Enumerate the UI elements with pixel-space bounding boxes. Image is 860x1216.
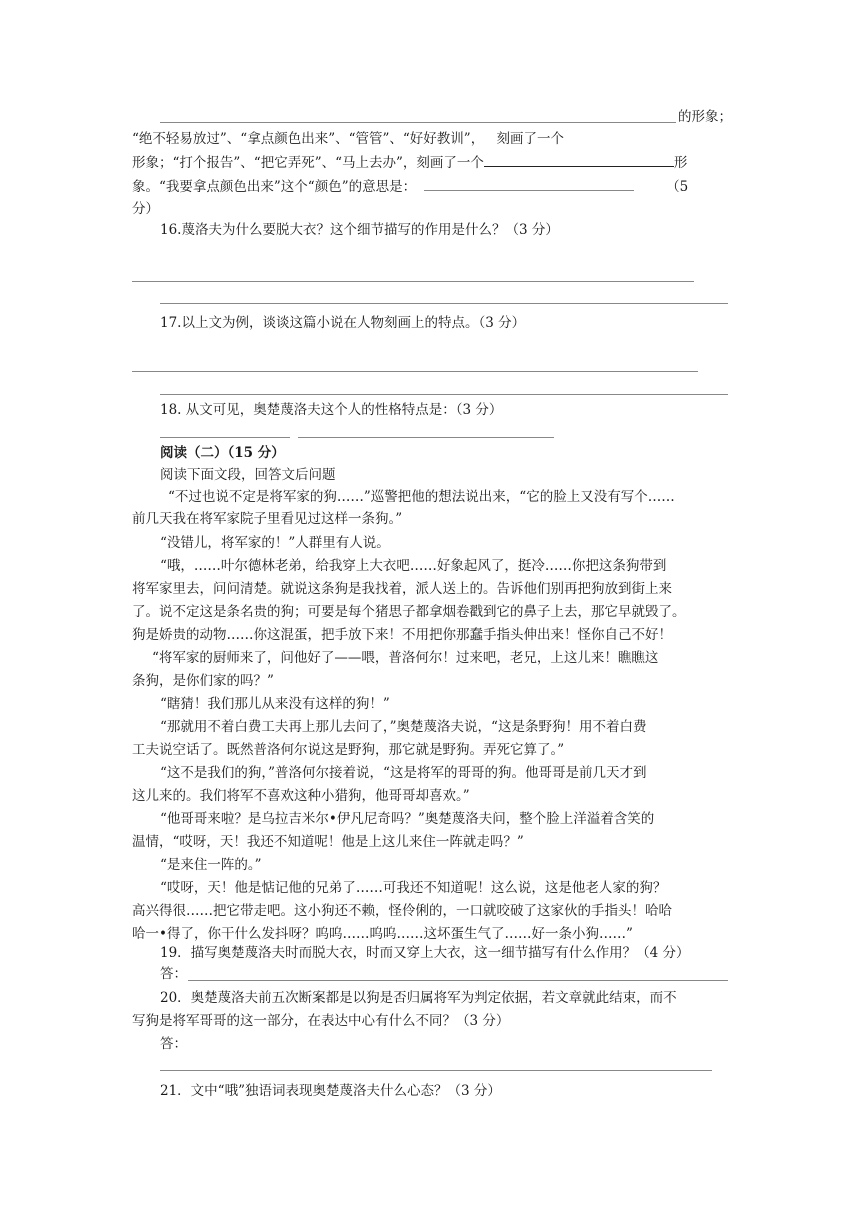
q18-question: 18. 从文可见，奥楚蔑洛夫这个人的性格特点是：（3 分） — [160, 402, 503, 418]
q15-line3-a: 形象；“打个报告”、“把它弄死”、“马上去办”，刻画了一个 — [132, 155, 484, 171]
answer-line-q17-1 — [132, 371, 698, 372]
passage-p5: “瞎猜！我们那儿从来没有这样的狗！” — [160, 696, 390, 712]
q15-line2-b: 刻画了一个 — [496, 131, 565, 147]
q16-question: 16.蔑洛夫为什么要脱大衣？这个细节描写的作用是什么？（3 分） — [160, 222, 559, 238]
q20-answer-label: 答： — [160, 1036, 187, 1052]
passage-p10a: “哎呀，天！他是惦记他的兄弟了……可我还不知道呢！这么说，这是他老人家的狗？ — [160, 880, 667, 896]
passage-p3c: 了。说不定这是条名贵的狗；可要是每个猪思子都拿烟卷戳到它的鼻子上去，那它早就毁了。 — [132, 604, 686, 620]
passage-p10c: 哈一•得了，你干什么发抖呀？呜呜……呜呜……这坏蛋生气了……好一条小狗……” — [132, 926, 633, 942]
passage-p6a: “那就用不着白费工夫再上那儿去问了，”奥楚蔑洛夫说，“这是条野狗！用不着白费 — [160, 719, 647, 735]
q17-question: 17.以上文为例，谈谈这篇小说在人物刻画上的特点。（3 分） — [160, 315, 526, 331]
passage-p7b: 这儿来的。我们将军不喜欢这种小猎狗，他哥哥却喜欢。” — [132, 788, 470, 804]
passage-p2: “没错儿，将军家的！”人群里有人说。 — [160, 535, 390, 551]
q15-line3-b: 形 — [673, 155, 688, 171]
passage-p4a: “将军家的厨师来了，问他好了——喂，普洛何尔！过来吧，老兄，上这儿来！瞧瞧这 — [152, 650, 659, 666]
answer-line-q17-2 — [160, 394, 728, 395]
answer-line-q15-1 — [160, 122, 676, 123]
passage-p8a: “他哥哥来啦？是乌拉吉米尔•伊凡尼奇吗？”奥楚蔑洛夫问，整个脸上洋溢着含笑的 — [160, 811, 655, 827]
answer-blank-q15-3 — [424, 176, 634, 191]
answer-line-q19 — [188, 980, 728, 981]
q20-question-a: 20．奥楚蔑洛夫前五次断案都是以狗是否归属将军为判定依据，若文章就此结束，而不 — [160, 990, 677, 1006]
passage-p3b: 将军家里去，问问清楚。就说这条狗是我找着，派人送上的。告诉他们别再把狗放到街上来 — [132, 581, 672, 597]
q19-question: 19．描写奥楚蔑洛夫时而脱大衣，时而又穿上大衣，这一细节描写有什么作用？（4 分） — [160, 945, 690, 961]
answer-line-q20 — [160, 1070, 712, 1071]
passage-p1a: “不过也说不定是将军家的狗……”巡警把他的想法说出来，“它的脸上又没有写个…… — [168, 489, 675, 505]
q15-line4 — [132, 176, 688, 198]
passage-p6b: 工夫说空话了。既然普洛何尔说这是野狗，那它就是野狗。弄死它算了。” — [132, 742, 565, 758]
passage-p3d: 狗是娇贵的动物……你这混蛋，把手放下来！不用把你那蠢手指头伸出来！怪你自己不好！ — [132, 627, 672, 643]
q20-question-b: 写狗是将军哥哥的这一部分，在表达中心有什么不同？（3 分） — [132, 1013, 510, 1029]
q15-line4-b: （5 — [666, 179, 689, 195]
q21-question: 21．文中“哦”独语词表现奥楚蔑洛夫什么心态？（3 分） — [160, 1083, 501, 1099]
passage-p1b: 前几天我在将军家院子里看见过这样一条狗。” — [132, 511, 403, 527]
passage-p9: “是来住一阵的。” — [160, 857, 262, 873]
passage-p4b: 条狗，是你们家的吗？” — [132, 673, 274, 689]
q15-line1-tail: 的形象； — [678, 109, 732, 125]
q15-line2-a: “绝不轻易放过”、“拿点颜色出来”、“管管”、“好好教训”， — [132, 131, 485, 147]
answer-line-q16-2 — [160, 303, 728, 304]
passage-p7a: “这不是我们的狗，”普洛何尔接着说，“这是将军的哥哥的狗。他哥哥是前几天才到 — [160, 765, 647, 781]
answer-blank-q15-2 — [484, 152, 674, 167]
q15-line4-a: 象。“我要拿点颜色出来”这个“颜色”的意思是： — [132, 179, 417, 195]
answer-line-q18-1 — [160, 437, 290, 438]
q15-line3 — [132, 152, 687, 174]
passage-p10b: 高兴得很……把它带走吧。这小狗还不赖，怪伶俐的，一口就咬破了这家伙的手指头！哈哈 — [132, 903, 672, 919]
passage-p8b: 温情，“哎呀，天！我还不知道呢！他是上这儿来住一阵就走吗？” — [132, 834, 524, 850]
section2-instruction: 阅读下面文段，回答文后问题 — [160, 467, 336, 483]
answer-line-q18-2 — [298, 437, 554, 438]
passage-p3a: “哦，……叶尔德林老弟，给我穿上大衣吧……好象起风了，挺冷……你把这条狗带到 — [160, 558, 667, 574]
q15-line5: 分） — [132, 201, 159, 217]
q15-line2 — [132, 128, 564, 150]
section2-title: 阅读（二）（15 分） — [160, 445, 285, 461]
answer-line-q16-1 — [132, 281, 694, 282]
q19-answer-label: 答： — [160, 966, 187, 982]
